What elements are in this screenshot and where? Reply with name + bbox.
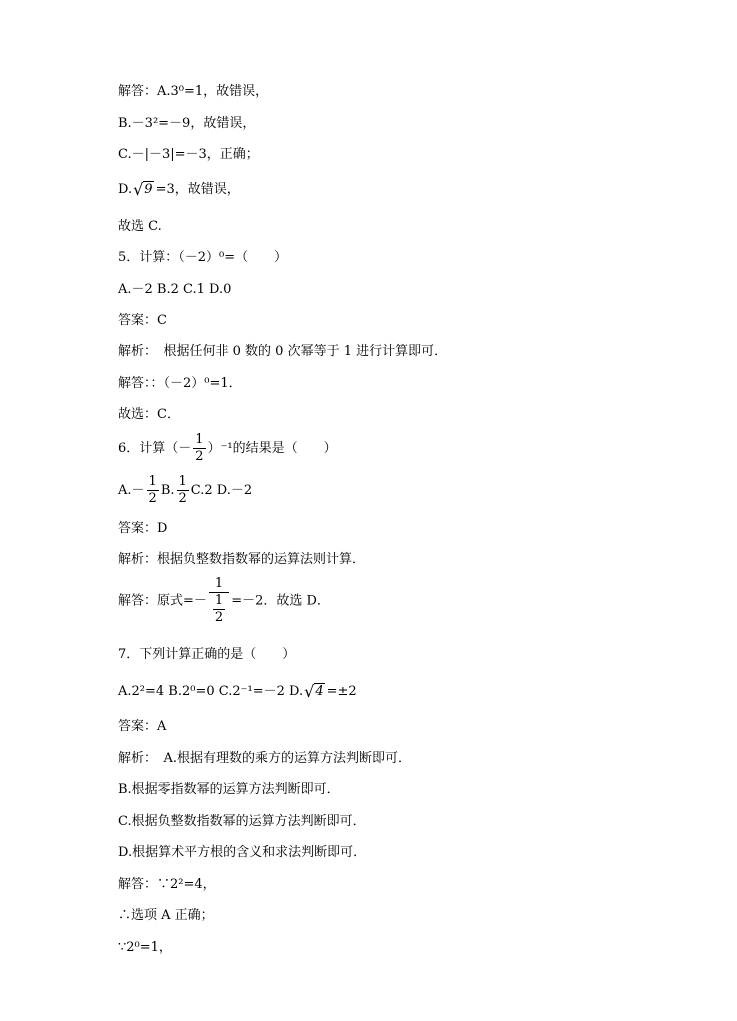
fraction [147, 474, 159, 507]
line-text: C.2 D.－2 [190, 483, 253, 498]
line-text: ）⁻¹的结果是（ ） [207, 441, 337, 456]
radicand: 4 [315, 684, 324, 699]
analysis-line: C.根据负整数指数幂的运算方法判断即可． [118, 814, 366, 829]
question-7-options [118, 684, 357, 700]
analysis-line: 解析：根据负整数指数幂的运算法则计算． [118, 552, 366, 567]
answer-label: 答案：A [118, 719, 167, 734]
denominator [209, 593, 229, 626]
conclusion-line: 故选 C. [118, 219, 162, 234]
analysis-line: 解析： A.根据有理数的乘方的运算方法判断即可． [118, 751, 412, 766]
fraction [177, 474, 189, 507]
analysis-line: D.根据算术平方根的含义和求法判断即可． [118, 845, 367, 860]
solution-line: 解答：∵2²=4， [118, 877, 216, 892]
solution-line: ∴选项 A 正确； [118, 908, 214, 923]
line-text: =－2．故选 D． [231, 593, 330, 609]
solution-line: 解答：：（－2）⁰=1． [118, 376, 242, 391]
radical-sign: √ [304, 682, 315, 701]
solution-line: ∵2⁰=1， [118, 940, 172, 955]
denominator: 2 [178, 491, 187, 506]
answer-label: 答案：C [118, 313, 167, 328]
denominator: 2 [214, 610, 224, 625]
conclusion-line: 故选：C． [118, 407, 180, 422]
analysis-line: B.根据零指数幂的运算方法判断即可． [118, 782, 340, 797]
line-text: A.2²=4 B.2⁰=0 C.2⁻¹=－2 D. [118, 684, 304, 699]
numerator: 1 [148, 474, 157, 489]
answer-line-c: C.－|－3|=－3，正确； [118, 147, 259, 162]
numerator: 1 [178, 474, 187, 489]
radicand: 9 [144, 182, 153, 197]
line-text: 6．计算（－ [118, 441, 192, 456]
line-text: D. [118, 182, 133, 197]
line-text: =3，故错误， [155, 182, 240, 197]
square-root [304, 684, 324, 700]
analysis-line: 解析： 根据任何非 0 数的 0 次幂等于 1 进行计算即可． [118, 344, 448, 359]
line-text: 解答：原式=－ [118, 593, 207, 609]
question-5: 5．计算：（－2）⁰=（ ） [118, 250, 288, 265]
line-text: A.－ [118, 483, 145, 498]
square-root [133, 182, 153, 198]
solution-line [118, 576, 330, 626]
numerator: 1 [214, 576, 224, 591]
line-text: =±2 [326, 684, 357, 699]
question-6 [118, 432, 337, 465]
question-7: 7．下列计算正确的是（ ） [118, 647, 296, 662]
answer-line-b: B.－3²=－9，故错误， [118, 116, 256, 131]
radical-sign: √ [133, 180, 144, 199]
question-6-options [118, 474, 252, 507]
numerator: 1 [214, 593, 224, 608]
compound-fraction [209, 576, 229, 626]
denominator: 2 [195, 449, 204, 464]
inner-fraction [213, 593, 225, 626]
answer-line-a: 解答：A.3⁰=1，故错误， [118, 84, 269, 99]
denominator: 2 [148, 491, 157, 506]
fraction [193, 432, 205, 465]
answer-line-d [118, 182, 240, 198]
question-5-options: A.－2 B.2 C.1 D.0 [118, 282, 232, 297]
answer-label: 答案：D [118, 521, 168, 536]
numerator: 1 [195, 432, 204, 447]
line-text: B. [160, 483, 175, 498]
